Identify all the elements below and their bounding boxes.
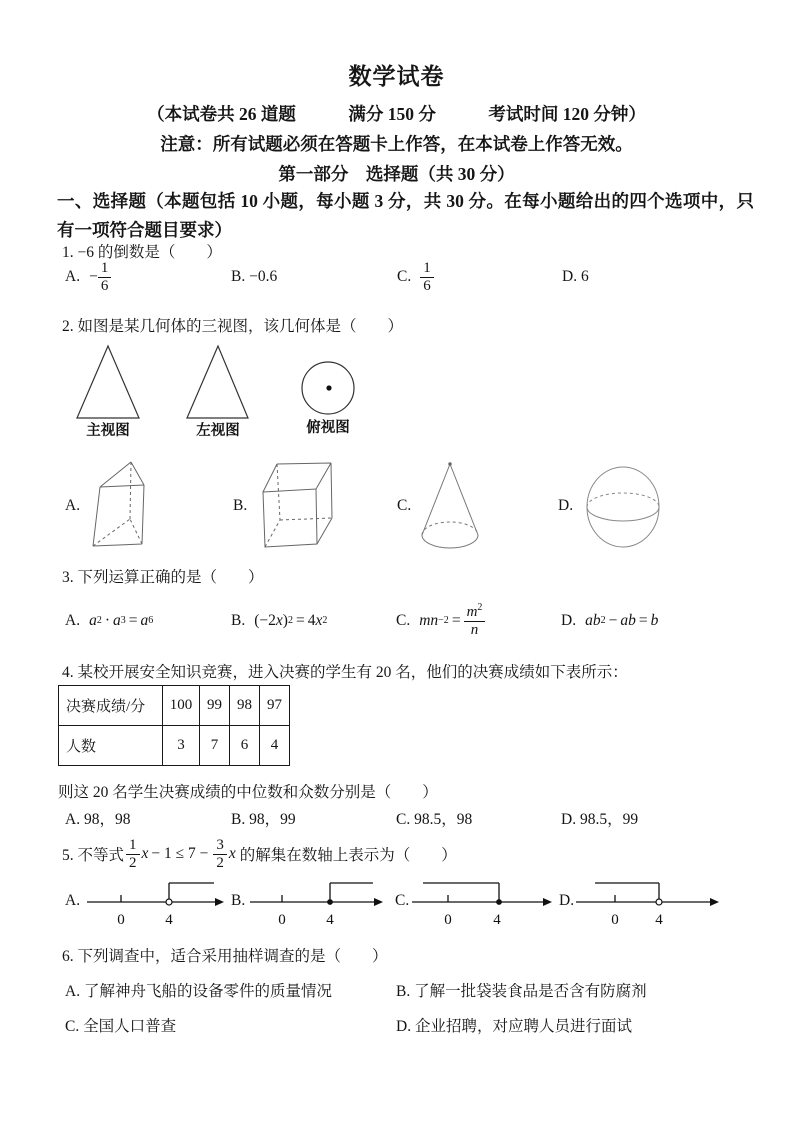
table-cell: 人数 [59, 726, 163, 766]
number-line-a [84, 876, 226, 932]
math-var: x [228, 845, 236, 862]
q3-option-b-label: B. [231, 612, 246, 629]
q4-option-d: D. 98.5，99 [561, 811, 639, 828]
q5-option-d-label: D. [559, 892, 575, 909]
q2-option-b-label: B. [233, 497, 248, 514]
ray-left-bracket [595, 883, 659, 899]
q5-option-c-label: C. [395, 892, 410, 909]
equals-sign: = [638, 612, 648, 629]
math-sup: 2 [477, 601, 483, 613]
part1-heading: 第一部分 选择题（共 30 分） [278, 164, 515, 184]
front-view-triangle [77, 346, 139, 418]
closed-endpoint [496, 899, 502, 905]
q1-option-a [65, 251, 111, 303]
q5-option-a-label: A. [65, 892, 81, 909]
exam-title: 数学试卷 [348, 64, 445, 89]
table-row [59, 686, 290, 726]
q3-stem: 3. 下列运算正确的是（ ） [62, 569, 264, 586]
top-view-center-dot [326, 385, 331, 390]
fraction [213, 837, 227, 872]
q5-option-b-label: B. [231, 892, 246, 909]
q1-stem: 1. −6 的倒数是（ ） [62, 244, 222, 261]
sphere-equator-back [587, 493, 659, 507]
minus-sign: − [608, 612, 618, 629]
fraction-denominator: 2 [216, 854, 224, 871]
fraction-numerator: 1 [126, 837, 140, 855]
q6-stem: 6. 下列调查中，适合采用抽样调查的是（ ） [62, 948, 388, 965]
q2-stem: 2. 如图是某几何体的三视图，该几何体是（ ） [62, 318, 404, 335]
math-var: ab [585, 612, 601, 629]
q3-option-b: B. (−2 x ) 2 = 4 x 2 [231, 612, 328, 629]
ray-left-bracket [423, 883, 499, 902]
cone-figure [418, 458, 484, 553]
axis-arrowhead [215, 898, 224, 906]
q2-option-d-label: D. [558, 497, 574, 514]
cone-base-back [422, 522, 478, 535]
fraction [126, 837, 140, 872]
top-view-label: 俯视图 [306, 420, 350, 436]
q4-option-a: A. 98，98 [65, 811, 131, 828]
q1-option-b: B. −0.6 [231, 268, 278, 285]
table-cell: 4 [260, 726, 290, 766]
open-endpoint [656, 899, 662, 905]
math-var: x [315, 612, 323, 629]
q2-option-a-label: A. [65, 497, 81, 514]
q3-option-d: D. ab 2 − ab = b [561, 612, 659, 629]
q3-option-d-label: D. [561, 612, 577, 629]
fraction [98, 260, 112, 295]
math-token: ) [282, 612, 288, 629]
tick-label-4: 4 [655, 912, 663, 928]
q5-stem-post: 的解集在数轴上表示为（ ） [239, 847, 457, 864]
axis-arrowhead [710, 898, 719, 906]
math-var: a [113, 612, 121, 629]
table-cell: 97 [260, 686, 290, 726]
sphere-figure [583, 464, 663, 550]
equals-sign: = [451, 612, 461, 629]
axis-arrowhead [543, 898, 552, 906]
math-token: 4 [307, 612, 316, 629]
table-cell: 6 [230, 726, 260, 766]
closed-endpoint [327, 899, 333, 905]
number-line-d [573, 876, 723, 932]
q1-option-c [397, 251, 434, 303]
q1-option-a-label: A. [65, 268, 81, 285]
fraction [420, 260, 434, 295]
table-cell: 决赛成绩/分 [59, 686, 163, 726]
q6-option-c: C. 全国人口普查 [65, 1018, 177, 1035]
ray-right-bracket [169, 883, 214, 899]
q6-option-d: D. 企业招聘，对应聘人员进行面试 [396, 1018, 632, 1035]
math-var: ab [620, 612, 636, 629]
math-var: x [141, 845, 149, 862]
equals-sign: = [128, 612, 138, 629]
open-endpoint [166, 899, 172, 905]
table-cell: 3 [163, 726, 200, 766]
fraction-numerator: 3 [213, 837, 227, 855]
side-view-triangle [187, 346, 248, 418]
exam-subtitle: （本试卷共 26 道题 满分 150 分 考试时间 120 分钟） [147, 104, 646, 124]
prism-hidden-edges [93, 462, 142, 546]
table-cell: 7 [200, 726, 230, 766]
fraction-denominator [464, 622, 486, 639]
ray-right-bracket [330, 883, 373, 902]
table-row [59, 726, 290, 766]
q3-option-c: C. mn −2 = $\frac{m^2}{n}$ [396, 592, 485, 650]
q5-stem-mid: − 1 ≤ 7 − [151, 845, 209, 862]
q6-option-b: B. 了解一批袋装食品是否含有防腐剂 [396, 983, 647, 1000]
fraction [464, 601, 486, 639]
tick-label-0: 0 [444, 912, 452, 928]
table-cell: 98 [230, 686, 260, 726]
cuboid-solid-edges [263, 463, 332, 547]
tick-label-0: 0 [278, 912, 286, 928]
section-intro: 一、选择题（本题包括 10 小题，每小题 3 分，共 30 分。在每小题给出的四个选项中，只有一项符合题目要求） [57, 191, 754, 240]
tick-label-0: 0 [611, 912, 619, 928]
q4-option-c: C. 98.5，98 [396, 811, 473, 828]
three-views-figure [57, 338, 387, 440]
q1-option-c-label: C. [397, 268, 412, 285]
q2-option-c-label: C. [397, 497, 412, 514]
score-table [58, 685, 290, 766]
math-var: n [470, 621, 479, 638]
table-cell: 99 [200, 686, 230, 726]
tick-label-4: 4 [165, 912, 173, 928]
exam-notice: 注意：所有试题必须在答题卡上作答，在本试卷上作答无效。 [160, 134, 633, 154]
q1-option-d: D. 6 [562, 268, 589, 285]
math-var: b [650, 612, 659, 629]
q4-option-b: B. 98，99 [231, 811, 296, 828]
cone-sides [422, 464, 478, 535]
q4-question: 则这 20 名学生决赛成绩的中位数和众数分别是（ ） [58, 784, 438, 801]
q5-stem-pre: 5. 不等式 [62, 847, 125, 864]
q3-option-c-label: C. [396, 612, 411, 629]
prism-solid-edges [93, 462, 144, 546]
tick-label-4: 4 [326, 912, 334, 928]
math-var: mn [419, 612, 439, 629]
cone-base-front [422, 535, 478, 548]
fraction-numerator: 1 [420, 260, 434, 278]
number-line-b [247, 876, 385, 932]
q5-stem [62, 830, 457, 878]
tick-label-4: 4 [493, 912, 501, 928]
minus-sign: − [89, 268, 98, 285]
q3-option-a: A. a 2 · a 3 = a 6 [65, 612, 154, 629]
cuboid-figure [255, 460, 337, 550]
math-op: · [104, 612, 110, 629]
math-var: m [466, 603, 478, 620]
triangular-prism-figure [85, 458, 147, 550]
q3-option-a-label: A. [65, 612, 81, 629]
math-var: x [275, 612, 283, 629]
side-view-label: 左视图 [196, 423, 240, 439]
number-line-c [409, 876, 556, 932]
fraction-denominator: 6 [100, 277, 109, 294]
math-var: a [140, 612, 149, 629]
math-token: (−2 [254, 612, 276, 629]
axis-arrowhead [374, 898, 383, 906]
cone-apex-dot [448, 462, 451, 465]
math-var: a [89, 612, 97, 629]
fraction-denominator: 6 [423, 277, 431, 294]
q6-option-a: A. 了解神舟飞船的设备零件的质量情况 [65, 983, 332, 1000]
sphere-outline [587, 467, 659, 547]
front-view-label: 主视图 [86, 423, 130, 439]
q4-stem: 4. 某校开展安全知识竞赛，进入决赛的学生有 20 名，他们的决赛成绩如下表所示： [62, 664, 628, 681]
equals-sign: = [295, 612, 305, 629]
sphere-equator-front [587, 507, 659, 521]
fraction-numerator: 1 [98, 260, 112, 278]
table-cell: 100 [163, 686, 200, 726]
fraction-denominator: 2 [129, 854, 137, 871]
fraction-numerator [464, 601, 486, 622]
tick-label-0: 0 [117, 912, 125, 928]
